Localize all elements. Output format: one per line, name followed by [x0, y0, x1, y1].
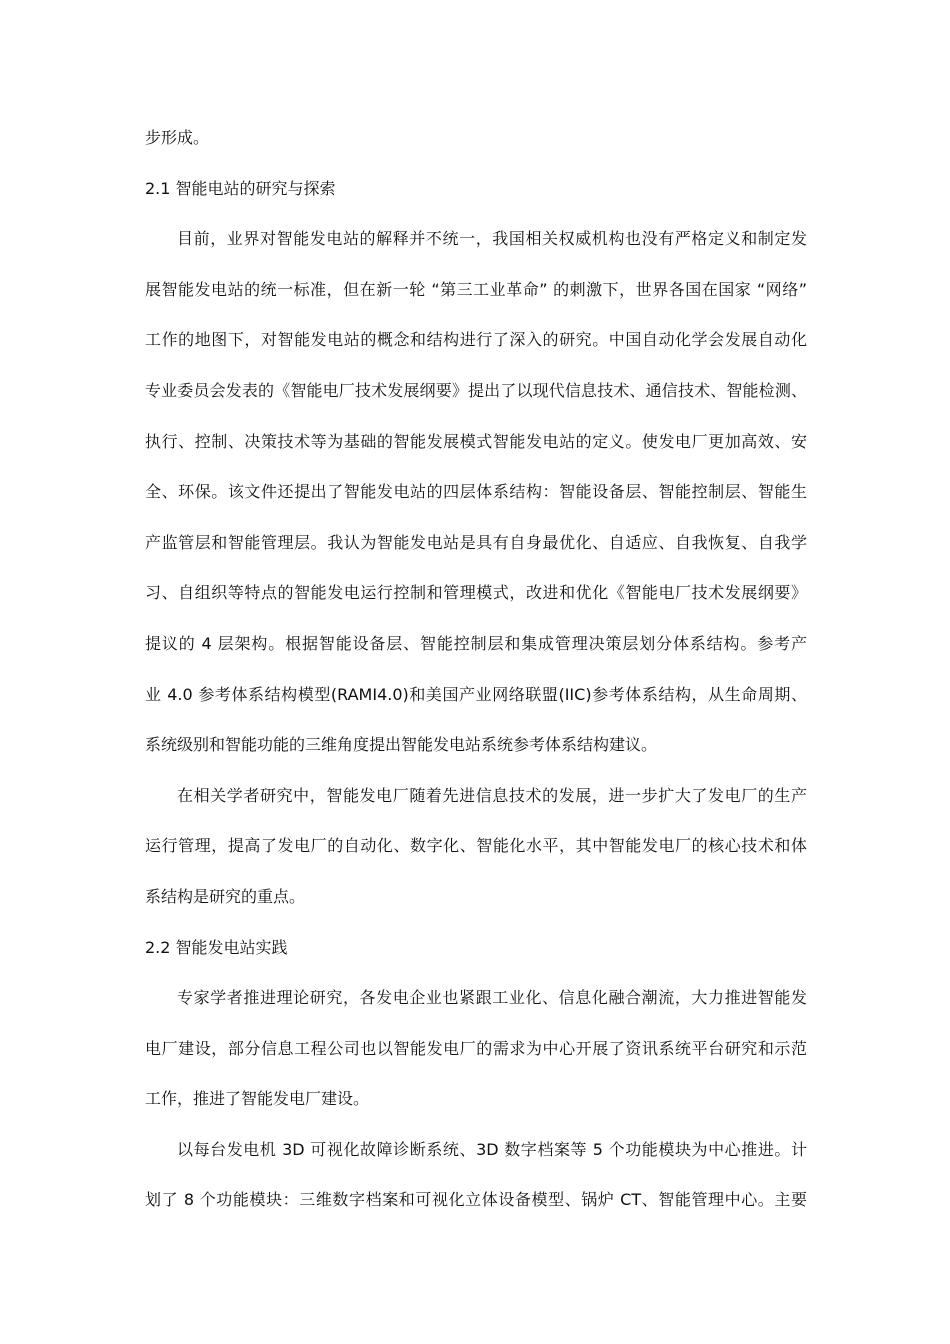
text-line: 划了 8 个功能模块：三维数字档案和可视化立体设备模型、锅炉 CT、智能管理中心。主要	[145, 1190, 807, 1210]
text-line: 系结构是研究的重点。	[145, 886, 306, 906]
text-line: 提议的 4 层架构。根据智能设备层、智能控制层和集成管理决策层划分体系结构。参考产	[145, 633, 807, 653]
paragraph-first-line: 以每台发电机 3D 可视化故障诊断系统、3D 数字档案等 5 个功能模块为中心推进。计	[177, 1139, 807, 1159]
text-line: 电厂建设，部分信息工程公司也以智能发电厂的需求为中心开展了资讯系统平台研究和示范	[145, 1038, 807, 1058]
text-line: 全、环保。该文件还提出了智能发电站的四层体系结构：智能设备层、智能控制层、智能生	[145, 482, 807, 502]
section-heading: 2.2 智能发电站实践	[145, 937, 288, 957]
text-line: 系统级别和智能功能的三维角度提出智能发电站系统参考体系结构建议。	[145, 735, 658, 755]
text-line: 展智能发电站的统一标准，但在新一轮 “第三工业革命” 的刺激下，世界各国在国家 “网络”	[145, 279, 807, 299]
section-heading: 2.1 智能电站的研究与探索	[145, 178, 336, 198]
text-line: 工作，推进了智能发电厂建设。	[145, 1089, 370, 1109]
text-line: 步形成。	[145, 128, 210, 147]
text-line: 专业委员会发表的《智能电厂技术发展纲要》提出了以现代信息技术、通信技术、智能检测、	[145, 380, 807, 400]
paragraph-first-line: 专家学者推进理论研究，各发电企业也紧跟工业化、信息化融合潮流，大力推进智能发	[177, 988, 807, 1008]
text-line: 习、自组织等特点的智能发电运行控制和管理模式，改进和优化《智能电厂技术发展纲要》	[145, 583, 807, 603]
paragraph-first-line: 目前，业界对智能发电站的解释并不统一，我国相关权威机构也没有严格定义和制定发	[177, 229, 807, 249]
paragraph-first-line: 在相关学者研究中，智能发电厂随着先进信息技术的发展，进一步扩大了发电厂的生产	[177, 785, 807, 805]
text-line: 执行、控制、决策技术等为基础的智能发展模式智能发电站的定义。使发电厂更加高效、安	[145, 431, 807, 451]
text-line: 运行管理，提高了发电厂的自动化、数字化、智能化水平，其中智能发电厂的核心技术和体	[145, 836, 807, 856]
text-line: 业 4.0 参考体系结构模型(RAMI4.0)和美国产业网络联盟(IIC)参考体系结构，从生命周期、	[145, 684, 807, 704]
text-line: 产监管层和智能管理层。我认为智能发电站是具有自身最优化、自适应、自我恢复、自我学	[145, 532, 807, 552]
body-text	[145, 120, 807, 1233]
text-line: 工作的地图下，对智能发电站的概念和结构进行了深入的研究。中国自动化学会发展自动化	[145, 330, 807, 350]
